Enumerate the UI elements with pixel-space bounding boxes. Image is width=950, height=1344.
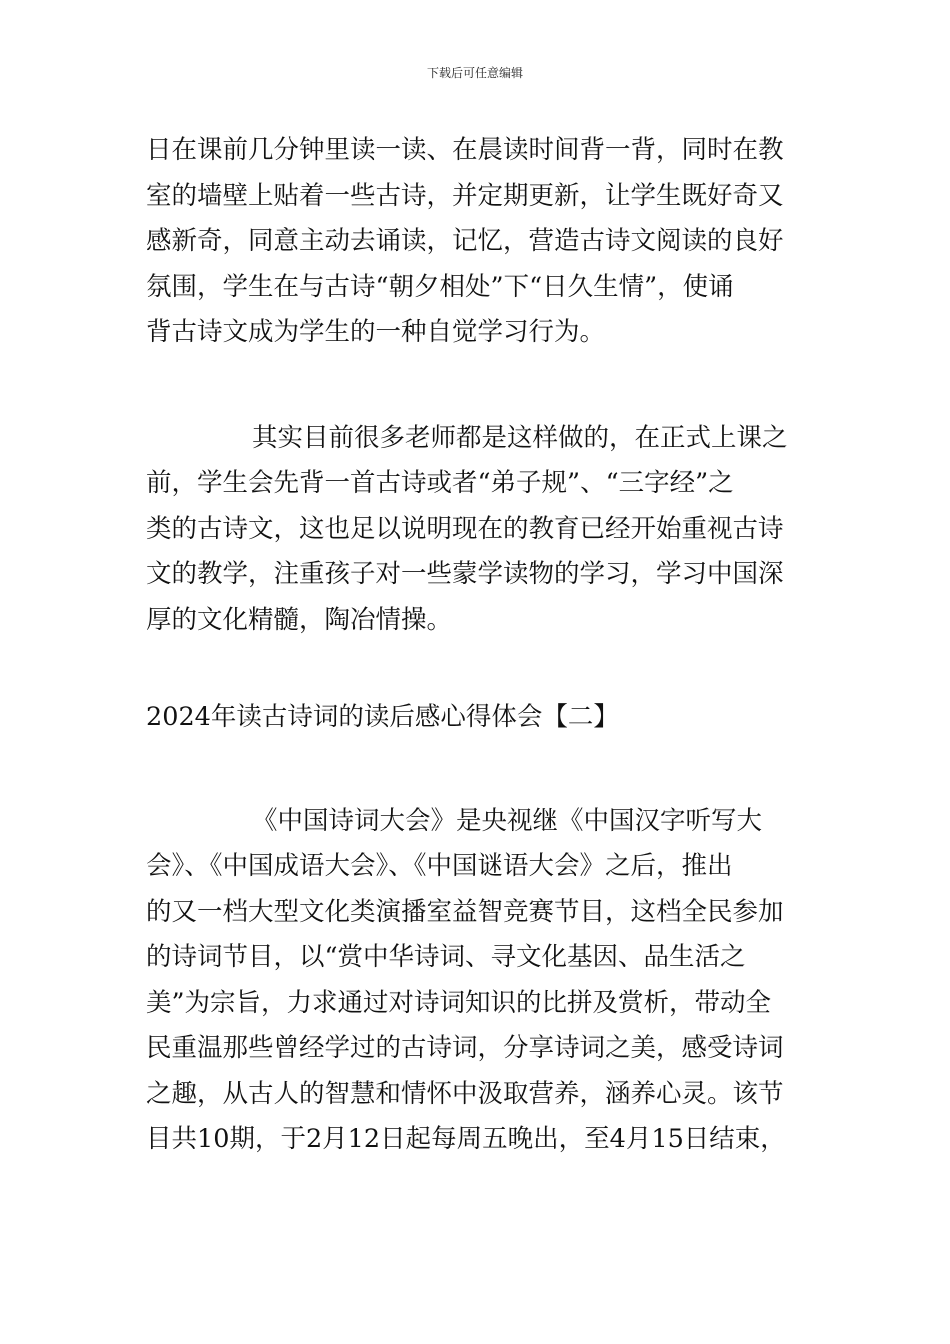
paragraph-line: 目共10期，于2月12日起每周五晚出，至4月15日结束， xyxy=(146,1124,786,1154)
paragraph-line: 类的古诗文，这也足以说明现在的教育已经开始重视古诗 xyxy=(146,513,784,544)
paragraph-line: 的又一档大型文化类演播室益智竞赛节目，这档全民参加 xyxy=(146,896,784,927)
paragraph-line: 前，学生会先背一首古诗或者“弟子规”、“三字经”之 xyxy=(146,468,734,498)
paragraph-line: 之趣，从古人的智慧和情怀中汲取营养，涵养心灵。该节 xyxy=(146,1078,784,1109)
paragraph-line: 的诗词节目，以“赏中华诗词、寻文化基因、品生活之 xyxy=(146,942,746,972)
paragraph-line: 文的教学，注重孩子对一些蒙学读物的学习，学习中国深 xyxy=(146,559,784,589)
paragraph-line: 日在课前几分钟里读一读、在晨读时间背一背，同时在教 xyxy=(146,135,784,165)
paragraph-line: 背古诗文成为学生的一种自觉学习行为。 xyxy=(146,317,606,347)
section-heading: 2024年读古诗词的读后感心得体会【二】 xyxy=(146,702,619,732)
paragraph-line: 民重温那些曾经学过的古诗词，分享诗词之美，感受诗词 xyxy=(146,1033,784,1063)
paragraph-spacer xyxy=(146,643,818,695)
paragraph-3 xyxy=(146,799,818,1163)
paragraph-line: 室的墙壁上贴着一些古诗，并定期更新，让学生既好奇又 xyxy=(146,180,784,211)
paragraph-line: 《中国诗词大会》是央视继《中国汉字听写大 xyxy=(252,805,763,836)
paragraph-line: 厚的文化精髓，陶冶情操。 xyxy=(146,604,453,635)
paragraph-line: 美”为宗旨，力求通过对诗词知识的比拼及赏析，带动全 xyxy=(146,987,772,1018)
paragraph-spacer xyxy=(146,356,818,416)
paragraph-line: 会》、《中国成语大会》、《中国谜语大会》之后，推出 xyxy=(146,851,733,881)
paragraph-line: 其实目前很多老师都是这样做的，在正式上课之 xyxy=(252,422,788,453)
paragraph-1 xyxy=(146,128,818,356)
paragraph-spacer xyxy=(146,741,818,799)
document-body xyxy=(146,128,818,1163)
page-header-note: 下载后可任意编辑 xyxy=(426,66,523,80)
paragraph-line: 氛围，学生在与古诗“朝夕相处”下“日久生情”，使诵 xyxy=(146,271,734,302)
paragraph-2 xyxy=(146,416,818,644)
paragraph-line: 感新奇，同意主动去诵读，记忆，营造古诗文阅读的良好 xyxy=(146,226,784,256)
